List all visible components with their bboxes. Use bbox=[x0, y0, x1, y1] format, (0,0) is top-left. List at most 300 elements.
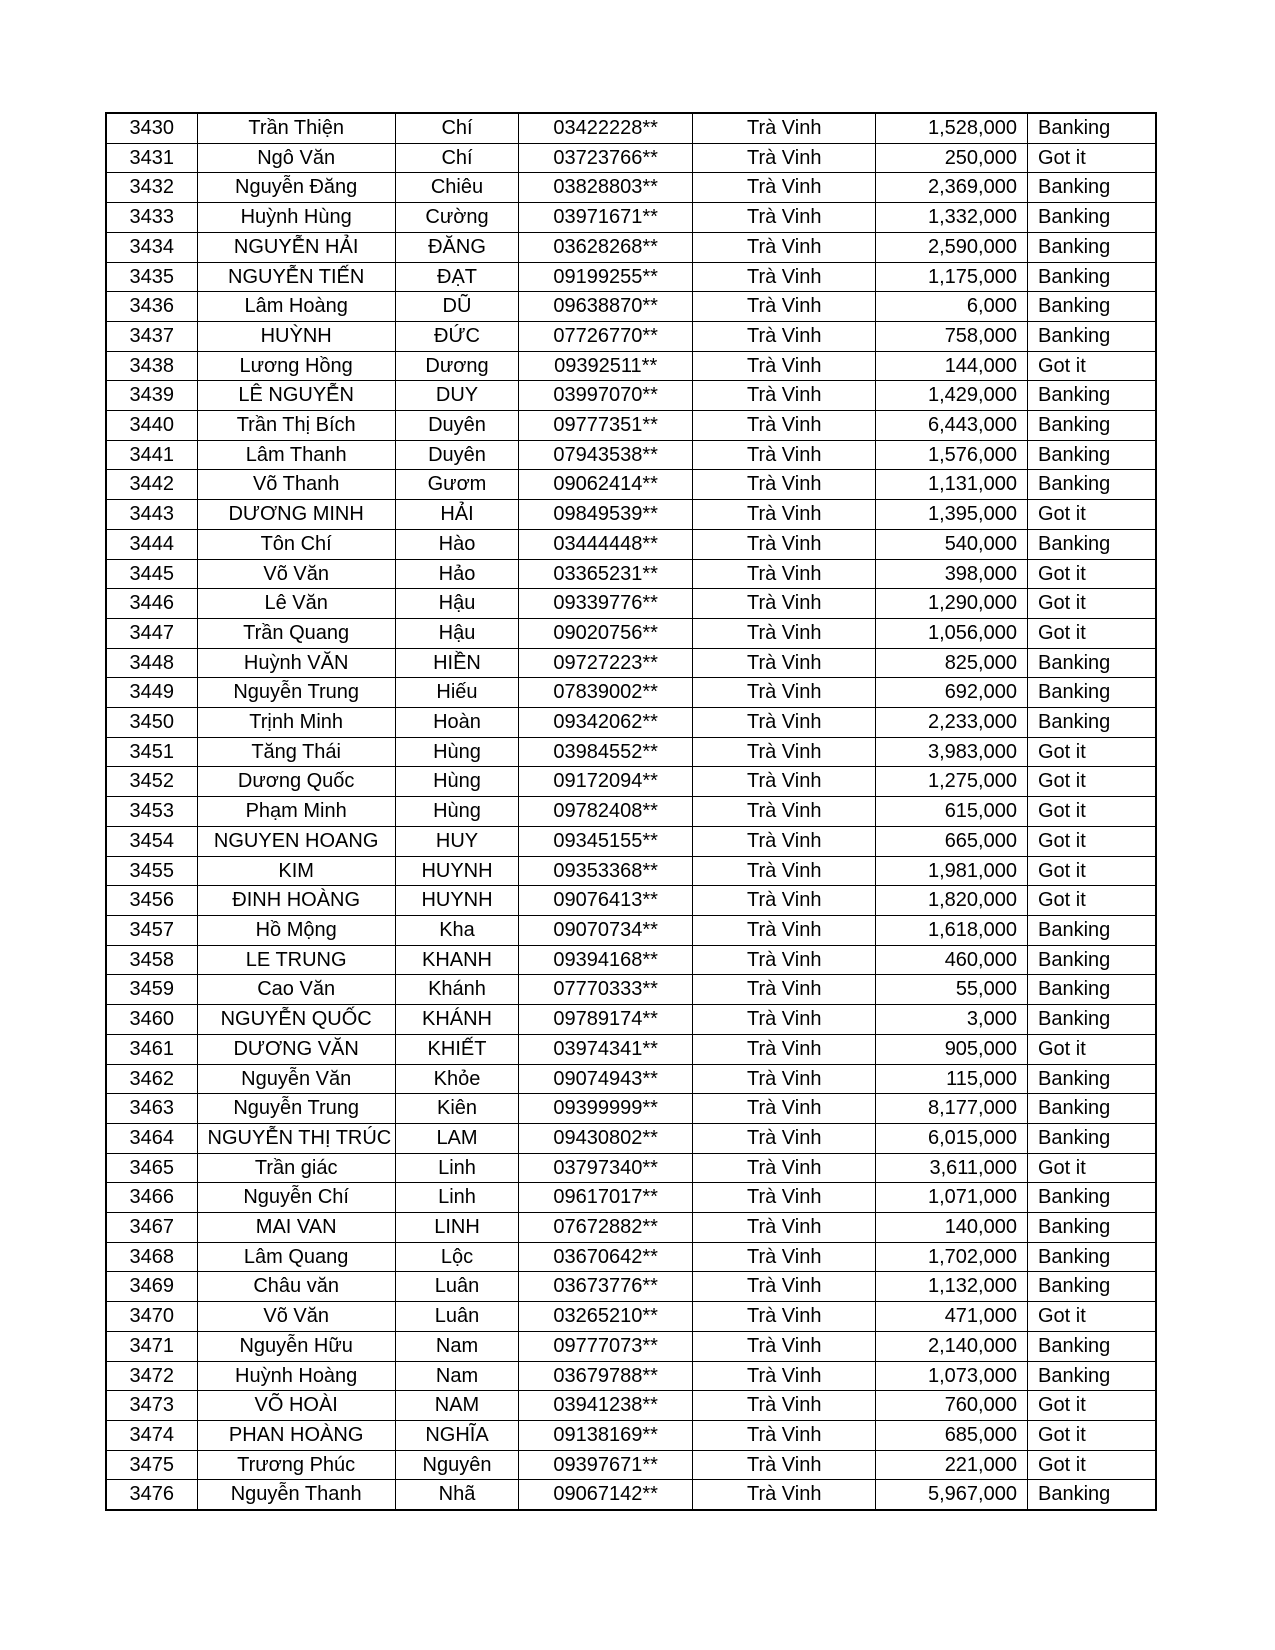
cell-province: Trà Vinh bbox=[693, 321, 876, 351]
table-row bbox=[106, 856, 1156, 886]
cell-phone: 09430802** bbox=[519, 1123, 693, 1153]
cell-given-name: KHIẾT bbox=[395, 1034, 518, 1064]
cell-surname: Nguyễn Thanh bbox=[197, 1480, 395, 1510]
cell-province: Trà Vinh bbox=[693, 945, 876, 975]
cell-province: Trà Vinh bbox=[693, 232, 876, 262]
cell-amount: 1,056,000 bbox=[876, 618, 1028, 648]
cell-id: 3451 bbox=[106, 737, 197, 767]
cell-given-name: Hiếu bbox=[395, 678, 518, 708]
cell-id: 3472 bbox=[106, 1361, 197, 1391]
cell-given-name: ĐẠT bbox=[395, 262, 518, 292]
cell-surname: Lê Văn bbox=[197, 589, 395, 619]
cell-id: 3474 bbox=[106, 1420, 197, 1450]
cell-payment-method: Banking bbox=[1027, 470, 1156, 500]
table-row bbox=[106, 203, 1156, 233]
cell-amount: 2,590,000 bbox=[876, 232, 1028, 262]
cell-phone: 09138169** bbox=[519, 1420, 693, 1450]
table-row bbox=[106, 1094, 1156, 1124]
cell-id: 3449 bbox=[106, 678, 197, 708]
cell-amount: 1,131,000 bbox=[876, 470, 1028, 500]
table-row bbox=[106, 797, 1156, 827]
cell-id: 3437 bbox=[106, 321, 197, 351]
cell-surname: Nguyễn Đăng bbox=[197, 173, 395, 203]
cell-given-name: ĐĂNG bbox=[395, 232, 518, 262]
cell-payment-method: Banking bbox=[1027, 1272, 1156, 1302]
table-row bbox=[106, 648, 1156, 678]
cell-province: Trà Vinh bbox=[693, 1302, 876, 1332]
cell-id: 3445 bbox=[106, 559, 197, 589]
table-row bbox=[106, 1183, 1156, 1213]
table-row bbox=[106, 321, 1156, 351]
table-row bbox=[106, 1123, 1156, 1153]
cell-province: Trà Vinh bbox=[693, 262, 876, 292]
cell-surname: Trần giác bbox=[197, 1153, 395, 1183]
cell-phone: 03628268** bbox=[519, 232, 693, 262]
cell-surname: NGUYEN HOANG bbox=[197, 826, 395, 856]
cell-id: 3465 bbox=[106, 1153, 197, 1183]
cell-phone: 09727223** bbox=[519, 648, 693, 678]
cell-province: Trà Vinh bbox=[693, 1123, 876, 1153]
cell-payment-method: Got it bbox=[1027, 1034, 1156, 1064]
cell-given-name: Hào bbox=[395, 529, 518, 559]
cell-payment-method: Got it bbox=[1027, 500, 1156, 530]
table-row bbox=[106, 1391, 1156, 1421]
table-row bbox=[106, 767, 1156, 797]
cell-surname: VÕ HOÀI bbox=[197, 1391, 395, 1421]
cell-id: 3470 bbox=[106, 1302, 197, 1332]
cell-given-name: KHANH bbox=[395, 945, 518, 975]
cell-phone: 03828803** bbox=[519, 173, 693, 203]
cell-id: 3440 bbox=[106, 411, 197, 441]
table-row bbox=[106, 1480, 1156, 1510]
cell-amount: 221,000 bbox=[876, 1450, 1028, 1480]
cell-payment-method: Banking bbox=[1027, 1064, 1156, 1094]
cell-id: 3456 bbox=[106, 886, 197, 916]
cell-province: Trà Vinh bbox=[693, 708, 876, 738]
cell-id: 3460 bbox=[106, 1005, 197, 1035]
cell-province: Trà Vinh bbox=[693, 113, 876, 143]
cell-amount: 2,369,000 bbox=[876, 173, 1028, 203]
cell-surname: Huỳnh VĂN bbox=[197, 648, 395, 678]
cell-phone: 07770333** bbox=[519, 975, 693, 1005]
cell-amount: 3,983,000 bbox=[876, 737, 1028, 767]
cell-amount: 1,290,000 bbox=[876, 589, 1028, 619]
cell-province: Trà Vinh bbox=[693, 1064, 876, 1094]
cell-payment-method: Banking bbox=[1027, 1361, 1156, 1391]
cell-province: Trà Vinh bbox=[693, 559, 876, 589]
cell-phone: 03971671** bbox=[519, 203, 693, 233]
cell-phone: 09638870** bbox=[519, 292, 693, 322]
winners-table bbox=[105, 112, 1157, 1511]
cell-id: 3453 bbox=[106, 797, 197, 827]
cell-province: Trà Vinh bbox=[693, 975, 876, 1005]
cell-payment-method: Banking bbox=[1027, 1331, 1156, 1361]
table-row bbox=[106, 618, 1156, 648]
cell-phone: 03422228** bbox=[519, 113, 693, 143]
cell-province: Trà Vinh bbox=[693, 173, 876, 203]
cell-surname: NGUYỄN THỊ TRÚC bbox=[197, 1123, 395, 1153]
cell-id: 3469 bbox=[106, 1272, 197, 1302]
cell-amount: 3,611,000 bbox=[876, 1153, 1028, 1183]
cell-surname: ĐINH HOÀNG bbox=[197, 886, 395, 916]
cell-payment-method: Banking bbox=[1027, 440, 1156, 470]
cell-phone: 09199255** bbox=[519, 262, 693, 292]
cell-surname: DƯƠNG VĂN bbox=[197, 1034, 395, 1064]
cell-surname: Võ Văn bbox=[197, 559, 395, 589]
cell-phone: 03673776** bbox=[519, 1272, 693, 1302]
cell-province: Trà Vinh bbox=[693, 1420, 876, 1450]
cell-id: 3476 bbox=[106, 1480, 197, 1510]
table-row bbox=[106, 1361, 1156, 1391]
cell-given-name: HIỀN bbox=[395, 648, 518, 678]
cell-given-name: Gươm bbox=[395, 470, 518, 500]
cell-payment-method: Banking bbox=[1027, 1094, 1156, 1124]
cell-amount: 471,000 bbox=[876, 1302, 1028, 1332]
cell-amount: 1,132,000 bbox=[876, 1272, 1028, 1302]
cell-given-name: Duyên bbox=[395, 411, 518, 441]
cell-payment-method: Got it bbox=[1027, 618, 1156, 648]
cell-payment-method: Got it bbox=[1027, 886, 1156, 916]
cell-given-name: Lộc bbox=[395, 1242, 518, 1272]
cell-surname: Dương Quốc bbox=[197, 767, 395, 797]
cell-id: 3466 bbox=[106, 1183, 197, 1213]
cell-payment-method: Banking bbox=[1027, 321, 1156, 351]
cell-phone: 03997070** bbox=[519, 381, 693, 411]
cell-phone: 09849539** bbox=[519, 500, 693, 530]
cell-province: Trà Vinh bbox=[693, 1183, 876, 1213]
cell-payment-method: Got it bbox=[1027, 1420, 1156, 1450]
cell-given-name: Luân bbox=[395, 1302, 518, 1332]
cell-province: Trà Vinh bbox=[693, 589, 876, 619]
table-row bbox=[106, 826, 1156, 856]
cell-amount: 1,528,000 bbox=[876, 113, 1028, 143]
cell-phone: 07943538** bbox=[519, 440, 693, 470]
cell-given-name: Nam bbox=[395, 1361, 518, 1391]
cell-payment-method: Banking bbox=[1027, 975, 1156, 1005]
table-row bbox=[106, 1034, 1156, 1064]
cell-surname: NGUYỄN HẢI bbox=[197, 232, 395, 262]
cell-given-name: Dương bbox=[395, 351, 518, 381]
cell-phone: 03941238** bbox=[519, 1391, 693, 1421]
table-row bbox=[106, 351, 1156, 381]
cell-id: 3443 bbox=[106, 500, 197, 530]
cell-id: 3459 bbox=[106, 975, 197, 1005]
cell-province: Trà Vinh bbox=[693, 1450, 876, 1480]
table-row bbox=[106, 500, 1156, 530]
cell-given-name: Hoàn bbox=[395, 708, 518, 738]
cell-id: 3444 bbox=[106, 529, 197, 559]
cell-given-name: NGHĨA bbox=[395, 1420, 518, 1450]
cell-province: Trà Vinh bbox=[693, 292, 876, 322]
cell-amount: 1,175,000 bbox=[876, 262, 1028, 292]
cell-id: 3438 bbox=[106, 351, 197, 381]
cell-given-name: Linh bbox=[395, 1153, 518, 1183]
cell-amount: 1,275,000 bbox=[876, 767, 1028, 797]
cell-province: Trà Vinh bbox=[693, 797, 876, 827]
cell-payment-method: Banking bbox=[1027, 232, 1156, 262]
cell-payment-method: Got it bbox=[1027, 856, 1156, 886]
cell-given-name: Hùng bbox=[395, 767, 518, 797]
cell-province: Trà Vinh bbox=[693, 1242, 876, 1272]
cell-surname: Tăng Thái bbox=[197, 737, 395, 767]
cell-id: 3433 bbox=[106, 203, 197, 233]
cell-surname: NGUYỄN TIẾN bbox=[197, 262, 395, 292]
cell-amount: 1,073,000 bbox=[876, 1361, 1028, 1391]
cell-payment-method: Got it bbox=[1027, 1302, 1156, 1332]
cell-given-name: HẢI bbox=[395, 500, 518, 530]
cell-given-name: Nguyên bbox=[395, 1450, 518, 1480]
cell-surname: Lâm Hoàng bbox=[197, 292, 395, 322]
cell-surname: Trương Phúc bbox=[197, 1450, 395, 1480]
cell-amount: 1,576,000 bbox=[876, 440, 1028, 470]
cell-id: 3467 bbox=[106, 1213, 197, 1243]
cell-amount: 6,443,000 bbox=[876, 411, 1028, 441]
cell-id: 3447 bbox=[106, 618, 197, 648]
cell-given-name: LINH bbox=[395, 1213, 518, 1243]
cell-phone: 09339776** bbox=[519, 589, 693, 619]
cell-surname: Trần Quang bbox=[197, 618, 395, 648]
cell-province: Trà Vinh bbox=[693, 411, 876, 441]
cell-id: 3457 bbox=[106, 915, 197, 945]
cell-given-name: Kha bbox=[395, 915, 518, 945]
table-row bbox=[106, 411, 1156, 441]
cell-phone: 09399999** bbox=[519, 1094, 693, 1124]
cell-given-name: HUYNH bbox=[395, 886, 518, 916]
table-row bbox=[106, 915, 1156, 945]
cell-payment-method: Banking bbox=[1027, 262, 1156, 292]
cell-phone: 09020756** bbox=[519, 618, 693, 648]
table-row bbox=[106, 143, 1156, 173]
cell-phone: 09353368** bbox=[519, 856, 693, 886]
cell-id: 3452 bbox=[106, 767, 197, 797]
cell-surname: Huỳnh Hoàng bbox=[197, 1361, 395, 1391]
cell-given-name: Hùng bbox=[395, 797, 518, 827]
cell-payment-method: Got it bbox=[1027, 351, 1156, 381]
cell-phone: 09074943** bbox=[519, 1064, 693, 1094]
cell-given-name: Luân bbox=[395, 1272, 518, 1302]
cell-given-name: Khánh bbox=[395, 975, 518, 1005]
cell-amount: 685,000 bbox=[876, 1420, 1028, 1450]
cell-payment-method: Banking bbox=[1027, 173, 1156, 203]
cell-given-name: Cường bbox=[395, 203, 518, 233]
cell-amount: 115,000 bbox=[876, 1064, 1028, 1094]
cell-surname: LE TRUNG bbox=[197, 945, 395, 975]
cell-payment-method: Banking bbox=[1027, 1183, 1156, 1213]
cell-payment-method: Banking bbox=[1027, 915, 1156, 945]
cell-province: Trà Vinh bbox=[693, 1331, 876, 1361]
cell-amount: 1,332,000 bbox=[876, 203, 1028, 233]
cell-phone: 09777351** bbox=[519, 411, 693, 441]
cell-amount: 55,000 bbox=[876, 975, 1028, 1005]
cell-given-name: Chiêu bbox=[395, 173, 518, 203]
table-row bbox=[106, 381, 1156, 411]
cell-id: 3462 bbox=[106, 1064, 197, 1094]
cell-surname: Hồ Mộng bbox=[197, 915, 395, 945]
cell-surname: Phạm Minh bbox=[197, 797, 395, 827]
cell-surname: Tôn Chí bbox=[197, 529, 395, 559]
cell-phone: 03723766** bbox=[519, 143, 693, 173]
cell-id: 3434 bbox=[106, 232, 197, 262]
cell-payment-method: Banking bbox=[1027, 1005, 1156, 1035]
cell-id: 3446 bbox=[106, 589, 197, 619]
cell-phone: 09782408** bbox=[519, 797, 693, 827]
cell-phone: 03265210** bbox=[519, 1302, 693, 1332]
cell-surname: Lương Hồng bbox=[197, 351, 395, 381]
cell-amount: 8,177,000 bbox=[876, 1094, 1028, 1124]
cell-id: 3458 bbox=[106, 945, 197, 975]
cell-given-name: Khỏe bbox=[395, 1064, 518, 1094]
table-row bbox=[106, 529, 1156, 559]
cell-given-name: Nam bbox=[395, 1331, 518, 1361]
cell-given-name: LAM bbox=[395, 1123, 518, 1153]
cell-phone: 09076413** bbox=[519, 886, 693, 916]
table-body bbox=[106, 113, 1156, 1510]
table-row bbox=[106, 1302, 1156, 1332]
cell-amount: 760,000 bbox=[876, 1391, 1028, 1421]
cell-given-name: Nhã bbox=[395, 1480, 518, 1510]
cell-payment-method: Banking bbox=[1027, 411, 1156, 441]
cell-surname: Cao Văn bbox=[197, 975, 395, 1005]
cell-payment-method: Got it bbox=[1027, 143, 1156, 173]
cell-amount: 758,000 bbox=[876, 321, 1028, 351]
cell-phone: 09617017** bbox=[519, 1183, 693, 1213]
cell-id: 3454 bbox=[106, 826, 197, 856]
cell-given-name: KHÁNH bbox=[395, 1005, 518, 1035]
cell-surname: LÊ NGUYỄN bbox=[197, 381, 395, 411]
cell-phone: 03679788** bbox=[519, 1361, 693, 1391]
cell-id: 3441 bbox=[106, 440, 197, 470]
cell-payment-method: Got it bbox=[1027, 1391, 1156, 1421]
table-row bbox=[106, 678, 1156, 708]
cell-phone: 09789174** bbox=[519, 1005, 693, 1035]
cell-id: 3439 bbox=[106, 381, 197, 411]
cell-payment-method: Banking bbox=[1027, 381, 1156, 411]
cell-amount: 250,000 bbox=[876, 143, 1028, 173]
table-row bbox=[106, 1005, 1156, 1035]
cell-phone: 09345155** bbox=[519, 826, 693, 856]
cell-surname: HUỲNH bbox=[197, 321, 395, 351]
cell-payment-method: Banking bbox=[1027, 1123, 1156, 1153]
cell-phone: 03444448** bbox=[519, 529, 693, 559]
cell-phone: 09172094** bbox=[519, 767, 693, 797]
cell-amount: 1,429,000 bbox=[876, 381, 1028, 411]
cell-payment-method: Got it bbox=[1027, 797, 1156, 827]
cell-phone: 09392511** bbox=[519, 351, 693, 381]
cell-amount: 1,981,000 bbox=[876, 856, 1028, 886]
cell-amount: 1,071,000 bbox=[876, 1183, 1028, 1213]
cell-payment-method: Banking bbox=[1027, 1480, 1156, 1510]
cell-phone: 03974341** bbox=[519, 1034, 693, 1064]
cell-id: 3468 bbox=[106, 1242, 197, 1272]
table-row bbox=[106, 292, 1156, 322]
cell-surname: Lâm Thanh bbox=[197, 440, 395, 470]
cell-province: Trà Vinh bbox=[693, 1361, 876, 1391]
cell-phone: 07726770** bbox=[519, 321, 693, 351]
cell-payment-method: Banking bbox=[1027, 678, 1156, 708]
cell-payment-method: Got it bbox=[1027, 1450, 1156, 1480]
cell-surname: Nguyễn Hữu bbox=[197, 1331, 395, 1361]
cell-given-name: DUY bbox=[395, 381, 518, 411]
cell-province: Trà Vinh bbox=[693, 381, 876, 411]
cell-given-name: Kiên bbox=[395, 1094, 518, 1124]
table-row bbox=[106, 113, 1156, 143]
cell-given-name: NAM bbox=[395, 1391, 518, 1421]
cell-province: Trà Vinh bbox=[693, 500, 876, 530]
cell-surname: Nguyễn Chí bbox=[197, 1183, 395, 1213]
cell-id: 3442 bbox=[106, 470, 197, 500]
cell-province: Trà Vinh bbox=[693, 470, 876, 500]
cell-amount: 905,000 bbox=[876, 1034, 1028, 1064]
cell-province: Trà Vinh bbox=[693, 529, 876, 559]
cell-province: Trà Vinh bbox=[693, 648, 876, 678]
cell-given-name: DŨ bbox=[395, 292, 518, 322]
cell-amount: 398,000 bbox=[876, 559, 1028, 589]
cell-id: 3455 bbox=[106, 856, 197, 886]
cell-payment-method: Banking bbox=[1027, 529, 1156, 559]
cell-province: Trà Vinh bbox=[693, 1034, 876, 1064]
cell-id: 3471 bbox=[106, 1331, 197, 1361]
cell-payment-method: Banking bbox=[1027, 292, 1156, 322]
table-row bbox=[106, 262, 1156, 292]
cell-payment-method: Banking bbox=[1027, 203, 1156, 233]
cell-surname: Châu văn bbox=[197, 1272, 395, 1302]
cell-given-name: ĐỨC bbox=[395, 321, 518, 351]
cell-amount: 1,702,000 bbox=[876, 1242, 1028, 1272]
cell-phone: 09070734** bbox=[519, 915, 693, 945]
cell-amount: 665,000 bbox=[876, 826, 1028, 856]
cell-payment-method: Banking bbox=[1027, 945, 1156, 975]
cell-phone: 03984552** bbox=[519, 737, 693, 767]
cell-phone: 09062414** bbox=[519, 470, 693, 500]
cell-province: Trà Vinh bbox=[693, 440, 876, 470]
cell-payment-method: Got it bbox=[1027, 559, 1156, 589]
cell-amount: 144,000 bbox=[876, 351, 1028, 381]
cell-province: Trà Vinh bbox=[693, 1272, 876, 1302]
cell-given-name: Hậu bbox=[395, 618, 518, 648]
cell-payment-method: Got it bbox=[1027, 767, 1156, 797]
cell-phone: 03365231** bbox=[519, 559, 693, 589]
cell-phone: 03670642** bbox=[519, 1242, 693, 1272]
cell-surname: Nguyễn Văn bbox=[197, 1064, 395, 1094]
cell-amount: 6,015,000 bbox=[876, 1123, 1028, 1153]
cell-payment-method: Got it bbox=[1027, 589, 1156, 619]
cell-amount: 825,000 bbox=[876, 648, 1028, 678]
cell-surname: Nguyễn Trung bbox=[197, 1094, 395, 1124]
table-row bbox=[106, 1420, 1156, 1450]
table-row bbox=[106, 559, 1156, 589]
table-row bbox=[106, 975, 1156, 1005]
cell-amount: 460,000 bbox=[876, 945, 1028, 975]
cell-phone: 09394168** bbox=[519, 945, 693, 975]
cell-payment-method: Got it bbox=[1027, 826, 1156, 856]
cell-id: 3450 bbox=[106, 708, 197, 738]
cell-id: 3464 bbox=[106, 1123, 197, 1153]
cell-province: Trà Vinh bbox=[693, 915, 876, 945]
cell-surname: MAI VAN bbox=[197, 1213, 395, 1243]
cell-amount: 1,395,000 bbox=[876, 500, 1028, 530]
cell-province: Trà Vinh bbox=[693, 1391, 876, 1421]
table-row bbox=[106, 1153, 1156, 1183]
cell-id: 3461 bbox=[106, 1034, 197, 1064]
table-row bbox=[106, 708, 1156, 738]
cell-amount: 1,820,000 bbox=[876, 886, 1028, 916]
cell-payment-method: Banking bbox=[1027, 113, 1156, 143]
table-row bbox=[106, 1064, 1156, 1094]
table-row bbox=[106, 440, 1156, 470]
cell-province: Trà Vinh bbox=[693, 856, 876, 886]
cell-given-name: Duyên bbox=[395, 440, 518, 470]
cell-surname: Trần Thị Bích bbox=[197, 411, 395, 441]
